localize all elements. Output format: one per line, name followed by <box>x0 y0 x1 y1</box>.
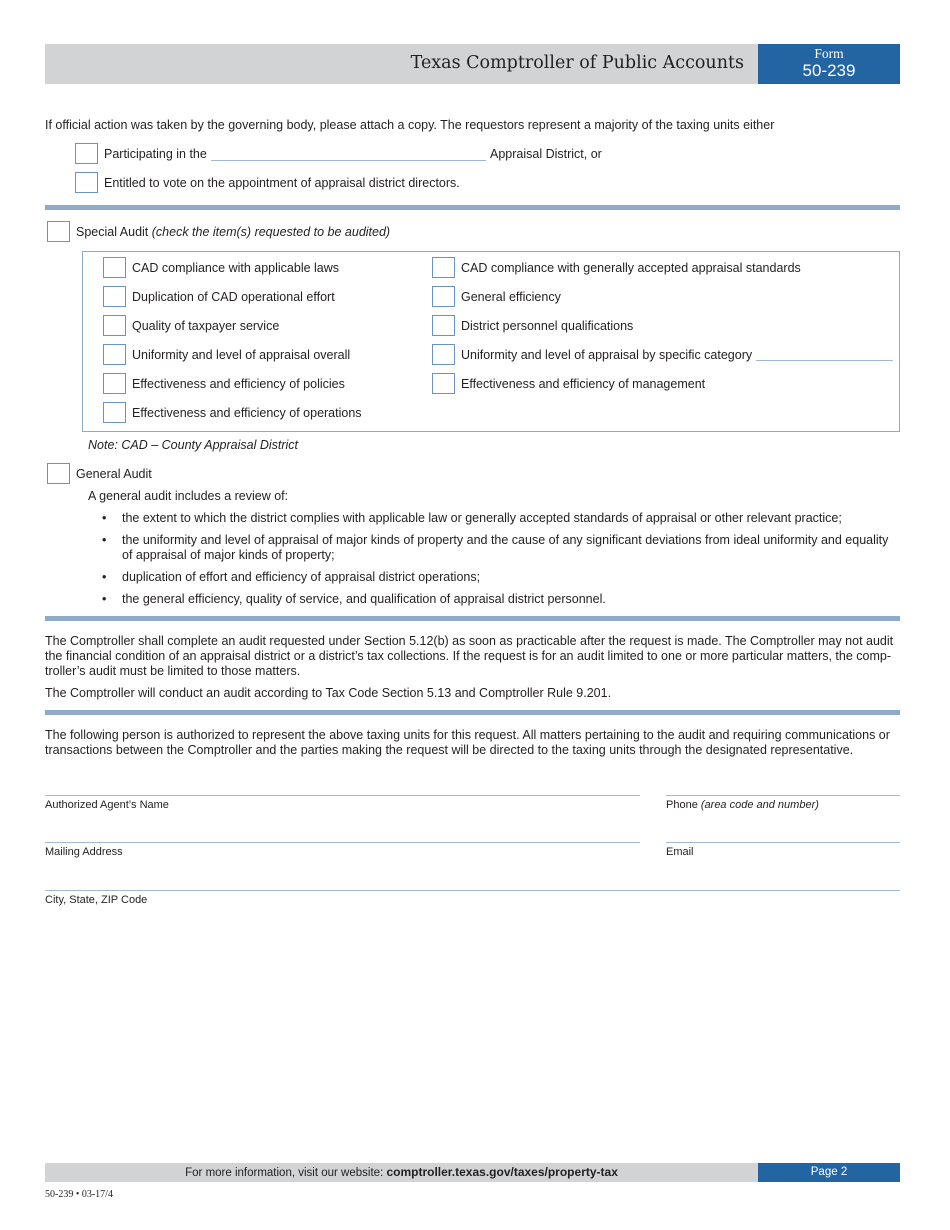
comptroller-rule-paragraph: The Comptroller will conduct an audit according to Tax Code Section 5.13 and Comptroller Rule 9.201. <box>45 686 612 700</box>
form-revision-code: 50-239 • 03-17/4 <box>45 1189 113 1200</box>
uniformity-overall-label: Uniformity and level of appraisal overall <box>132 348 351 362</box>
special-audit-items-box <box>82 251 900 432</box>
appraisal-district-name-field[interactable] <box>211 160 486 161</box>
phone-label-text: Phone <box>666 799 698 811</box>
cad-compliance-laws-checkbox[interactable] <box>103 257 126 278</box>
special-audit-title: Special Audit <box>76 225 149 239</box>
policies-label: Effectiveness and efficiency of policies <box>132 377 345 391</box>
duplication-effort-label: Duplication of CAD operational effort <box>132 290 335 304</box>
personnel-qualifications-checkbox[interactable] <box>432 315 455 336</box>
authorization-paragraph: The following person is authorized to represent the above taxing units for this request. All matters pertaining to the audit and requiring communications or transactions between the Comptroller and the parties making the request will be directed to the taxing units through the designated representative. <box>45 728 890 757</box>
header-bar <box>45 44 758 84</box>
special-audit-checkbox[interactable] <box>47 221 70 242</box>
mailing-address-label: Mailing Address <box>45 846 123 858</box>
general-audit-bullet: duplication of effort and efficiency of appraisal district operations; <box>122 570 481 584</box>
city-state-zip-field[interactable] <box>45 890 900 891</box>
agent-name-label: Authorized Agent’s Name <box>45 799 169 811</box>
cad-compliance-standards-label: CAD compliance with generally accepted appraisal standards <box>461 261 801 275</box>
uniformity-category-checkbox[interactable] <box>432 344 455 365</box>
personnel-qualifications-label: District personnel qualifications <box>461 319 634 333</box>
entitled-to-vote-label: Entitled to vote on the appointment of appraisal district directors. <box>104 176 460 190</box>
policies-checkbox[interactable] <box>103 373 126 394</box>
mailing-address-field[interactable] <box>45 842 640 843</box>
specific-category-field[interactable] <box>756 360 893 361</box>
general-efficiency-checkbox[interactable] <box>432 286 455 307</box>
participating-checkbox[interactable] <box>75 143 98 164</box>
special-audit-label <box>76 225 390 239</box>
city-state-zip-label: City, State, ZIP Code <box>45 894 148 906</box>
management-label: Effectiveness and efficiency of management <box>461 377 706 391</box>
email-label: Email <box>666 846 694 858</box>
cad-compliance-standards-checkbox[interactable] <box>432 257 455 278</box>
bullet-marker: • <box>102 533 107 547</box>
entitled-to-vote-checkbox[interactable] <box>75 172 98 193</box>
participating-suffix: Appraisal District, or <box>490 147 602 161</box>
operations-checkbox[interactable] <box>103 402 126 423</box>
uniformity-overall-checkbox[interactable] <box>103 344 126 365</box>
taxpayer-service-label: Quality of taxpayer service <box>132 319 280 333</box>
section-divider <box>45 616 900 621</box>
general-audit-bullet: the extent to which the district complies with applicable law or generally accepted standards of appraisal or other relevant practice; <box>122 511 842 525</box>
special-audit-note: (check the item(s) requested to be audited) <box>151 225 391 239</box>
general-audit-bullet: the uniformity and level of appraisal of major kinds of property and the cause of any significant deviations from ideal uniformity and equality of appraisal of major kinds of property; <box>122 533 889 562</box>
bullet-marker: • <box>102 570 107 584</box>
management-checkbox[interactable] <box>432 373 455 394</box>
phone-label <box>666 799 819 811</box>
taxpayer-service-checkbox[interactable] <box>103 315 126 336</box>
agent-name-field[interactable] <box>45 795 640 796</box>
agency-title: Texas Comptroller of Public Accounts <box>410 53 744 73</box>
cad-compliance-laws-label: CAD compliance with applicable laws <box>132 261 340 275</box>
footer-website-link[interactable]: comptroller.texas.gov/taxes/property-tax <box>386 1165 618 1179</box>
bullet-marker: • <box>102 592 107 606</box>
participating-label: Participating in the <box>104 147 207 161</box>
comptroller-paragraph: The Comptroller shall complete an audit requested under Section 5.12(b) as soon as practicable after the request is made. The Comptroller may not audit the financial condition of an appraisal district or a district’s tax collections. If the request is for an audit limited to one or more particular matters, the comptroller’s audit must be limited to those matters. <box>45 634 894 678</box>
phone-field[interactable] <box>666 795 900 796</box>
form-number: 50-239 <box>802 61 856 80</box>
general-audit-label: General Audit <box>76 467 152 481</box>
general-efficiency-label: General efficiency <box>461 290 561 304</box>
page-number: Page 2 <box>758 1163 900 1182</box>
email-field[interactable] <box>666 842 900 843</box>
form-label: Form <box>814 46 844 61</box>
phone-label-note: (area code and number) <box>700 799 819 811</box>
official-action-intro: If official action was taken by the governing body, please attach a copy. The requestors represent a majority of the taxing units either <box>45 118 775 132</box>
general-audit-intro: A general audit includes a review of: <box>88 489 289 503</box>
general-audit-checkbox[interactable] <box>47 463 70 484</box>
section-divider <box>45 205 900 210</box>
general-audit-bullet: the general efficiency, quality of service, and qualification of appraisal district personnel. <box>122 592 606 606</box>
duplication-effort-checkbox[interactable] <box>103 286 126 307</box>
operations-label: Effectiveness and efficiency of operations <box>132 406 362 420</box>
footer-bar <box>45 1163 758 1182</box>
footer-info-prefix: For more information, visit our website: <box>185 1167 384 1179</box>
uniformity-category-label: Uniformity and level of appraisal by specific category <box>461 348 753 362</box>
form-number-box <box>758 44 900 84</box>
cad-note: Note: CAD – County Appraisal District <box>88 438 299 452</box>
footer-info <box>45 1165 758 1179</box>
bullet-marker: • <box>102 511 107 525</box>
section-divider <box>45 710 900 715</box>
